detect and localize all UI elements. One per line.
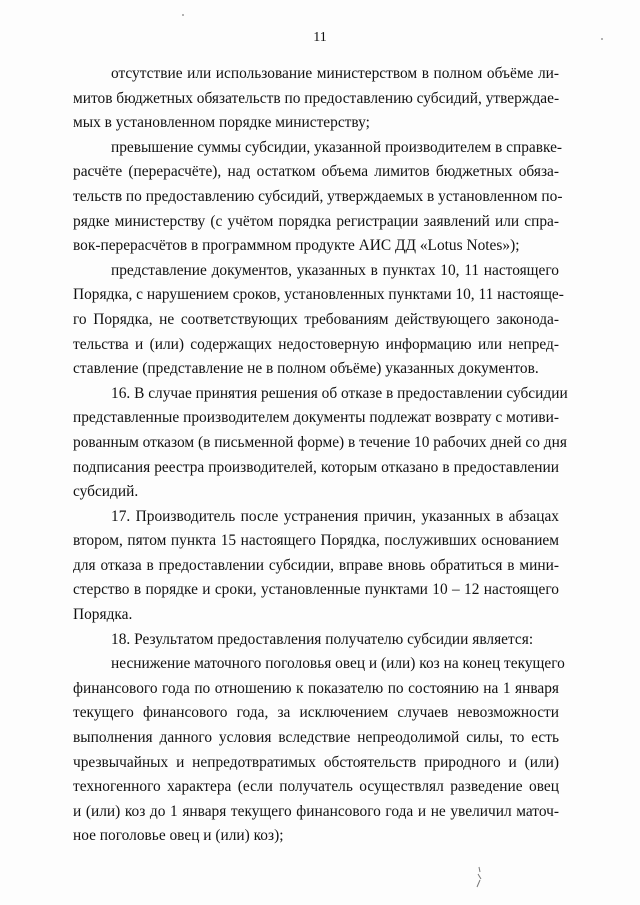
text-line: 18. Результатом предоставления получателю субсидии является: [111, 630, 534, 648]
text-line: го Порядка, не соответствующих требованиям действующего законода- [73, 310, 559, 328]
text-line: ное поголовье овец и (или) коз); [73, 827, 284, 845]
text-line: ставление (представление не в полном объёме) указанных документов. [73, 360, 539, 378]
text-line: техногенного характера (если получатель осуществлял разведение овец [73, 778, 559, 796]
text-line: для отказа в предоставлении субсидии, вправе вновь обратиться в мини- [73, 556, 559, 574]
text-line: превышение суммы субсидии, указанной производителем в справке- [111, 138, 563, 156]
text-line: представленные производителем документы подлежат возврату с мотиви- [73, 409, 559, 427]
text-line: и (или) коз до 1 января текущего финансового года и не увеличил маточ- [73, 802, 559, 820]
text-line: расчёте (перерасчёте), над остатком объема лимитов бюджетных обяза- [73, 163, 559, 181]
paragraph [73, 382, 568, 505]
text-line: 17. Производитель после устранения причин, указанных в абзацах [111, 507, 559, 525]
paragraph [73, 259, 564, 382]
text-line: подписания реестра производителей, которым отказано в предоставлении [73, 458, 559, 476]
text-line: рядке министерству (с учётом порядка регистрации заявлений или спра- [73, 212, 559, 230]
document-body [73, 62, 568, 849]
paragraph [73, 505, 559, 628]
scan-speck [601, 38, 603, 40]
text-line: выполнения данного условия вследствие непреодолимой силы, то есть [73, 729, 559, 747]
text-line: чрезвычайных и непредотвратимых обстоятельств природного и (или) [73, 753, 559, 771]
text-line: тельств по предоставлению субсидий, утверждаемых в установленном по- [73, 187, 563, 205]
text-line: субсидий. [73, 483, 139, 501]
text-line: втором, пятом пункта 15 настоящего Порядка, послуживших основанием [73, 532, 559, 550]
paragraph [73, 136, 563, 259]
text-line: текущего финансового года, за исключением случаев невозможности [73, 704, 559, 722]
text-line: митов бюджетных обязательств по предоставлению субсидий, утверждае- [73, 89, 560, 107]
text-line: стерство в порядке и сроки, установленные пунктами 10 – 12 настоящего [73, 581, 559, 599]
text-line: Порядка, с нарушением сроков, установленных пунктами 10, 11 настояще- [73, 286, 564, 304]
text-line: отсутствие или использование министерством в полном объёме ли- [111, 65, 559, 82]
page-number: 11 [313, 30, 327, 45]
text-line: вок-перерасчётов в программном продукте АИС ДД «Lotus Notes»); [73, 237, 520, 255]
scan-speck [182, 14, 184, 16]
text-line: рованным отказом (в письменной форме) в течение 10 рабочих дней со дня [73, 433, 567, 451]
paragraph [73, 628, 559, 653]
text-line: 16. В случае принятия решения об отказе в предоставлении субсидии [111, 384, 568, 402]
text-line: финансового года по отношению к показателю по состоянию на 1 января [73, 679, 559, 697]
text-line: представление документов, указанных в пунктах 10, 11 настоящего [111, 261, 559, 279]
text-line: мых в установленном порядке министерству; [73, 114, 370, 132]
paragraph [73, 62, 559, 136]
text-line: неснижение маточного поголовья овец и (или) коз на конец текущего [111, 655, 565, 673]
text-line: тельства и (или) содержащих недостоверную информацию или непред- [73, 335, 559, 353]
text-line: Порядка. [73, 606, 133, 624]
paragraph [73, 652, 565, 849]
scan-artifact-mark [473, 866, 485, 888]
